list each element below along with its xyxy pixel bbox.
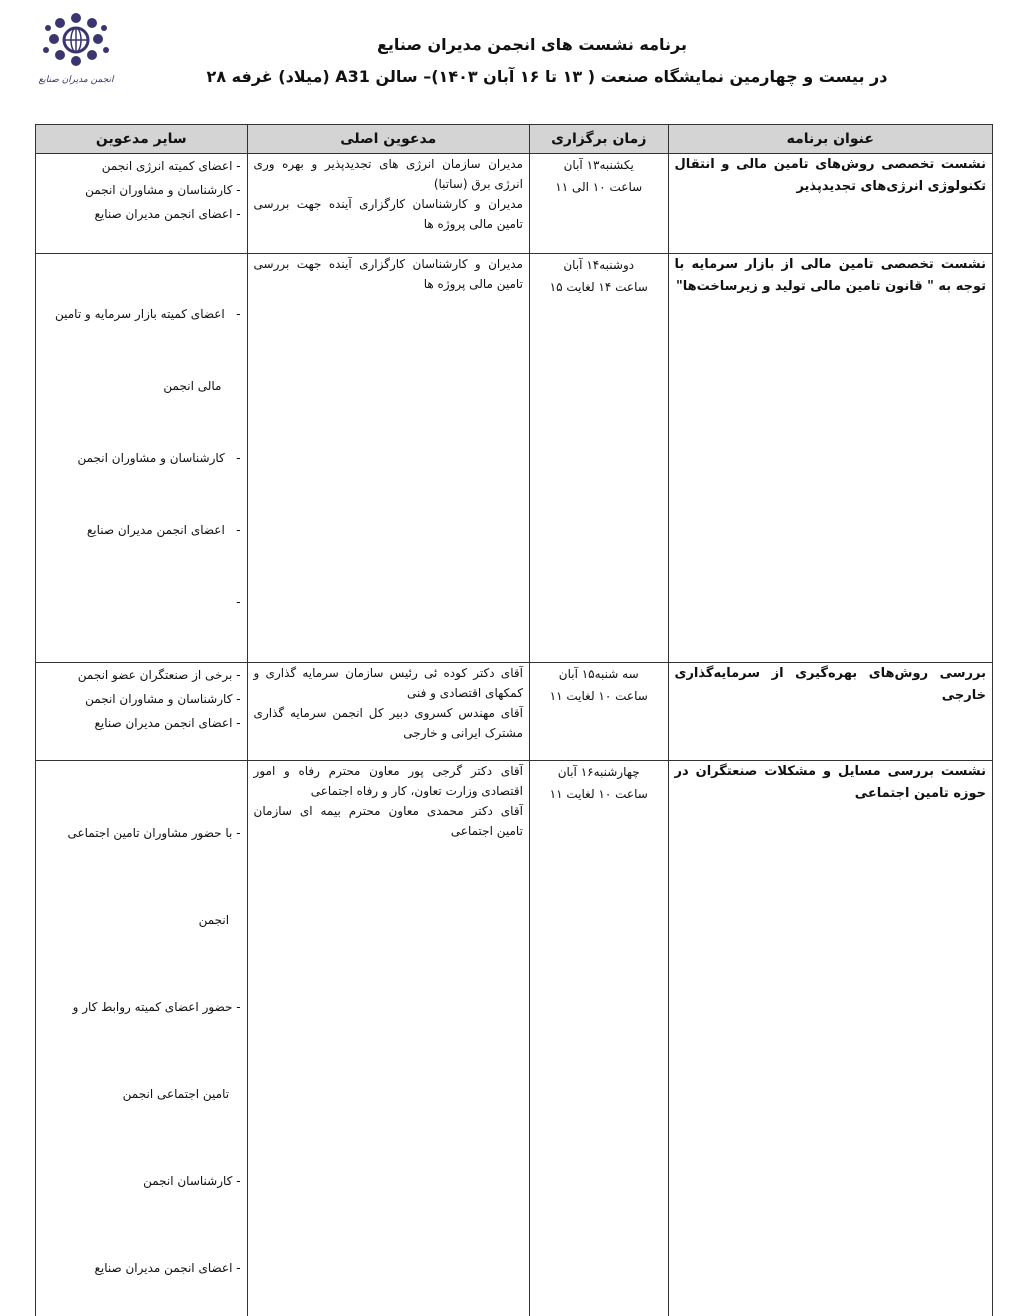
list-item: - کارشناسان انجمن: [42, 1167, 241, 1196]
list-item: - کارشناسان و مشاوران انجمن: [42, 178, 241, 202]
day-text: چهارشنبه۱۶ آبان: [536, 761, 662, 783]
list-item: - اعضای انجمن مدیران صنایع: [42, 711, 241, 735]
header-other-invitees: سایر مدعوین: [36, 125, 248, 154]
page-subtitle: در بیست و چهارمین نمایشگاه صنعت ( ۱۳ تا ۱۶ آبان ۱۴۰۳)– سالن A31 (میلاد) غرفه ۲۸: [150, 64, 944, 90]
program-title-cell: بررسی روش‌های بهره‌گیری از سرمایه‌گذاری خارجی: [668, 663, 992, 761]
invitee-text: آقای دکتر کوده ئی رئیس سازمان سرمایه گذاری و کمکهای اقتصادی و فنی: [254, 663, 523, 703]
time-cell: [529, 254, 668, 663]
program-title-cell: نشست تخصصی روش‌های تامین مالی و انتقال تکنولوژی انرژی‌های تجدیدپذیر: [668, 154, 992, 254]
hour-text: ساعت ۱۰ الی ۱۱: [536, 176, 662, 198]
header-time: زمان برگزاری: [529, 125, 668, 154]
other-invitees-cell: [36, 761, 248, 1316]
list-item: - کارشناسان و مشاوران انجمن: [42, 687, 241, 711]
table-row: [36, 761, 993, 1316]
other-invitees-cell: [36, 663, 248, 761]
page-title: برنامه نشست های انجمن مدیران صنایع: [150, 32, 914, 58]
header-main-invitees: مدعوین اصلی: [247, 125, 529, 154]
invitee-text: مدیران و کارشناسان کارگزاری آینده جهت بررسی تامین مالی پروژه ها: [254, 254, 523, 294]
program-table: [35, 124, 993, 1316]
invitee-text: آقای دکتر گرجی پور معاون محترم رفاه و امور اقتصادی وزارت تعاون، کار و رفاه اجتماعی: [254, 761, 523, 801]
list-item: - کارشناسان و مشاوران انجمن: [42, 446, 241, 470]
list-item: - اعضای کمیته انرژی انجمن: [42, 154, 241, 178]
list-item: - اعضای انجمن مدیران صنایع: [42, 518, 241, 542]
table-row: [36, 154, 993, 254]
list-item: - برخی از صنعتگران عضو انجمن: [42, 663, 241, 687]
invitee-text: آقای دکتر محمدی معاون محترم بیمه ای سازمان تامین اجتماعی: [254, 801, 523, 841]
hour-text: ساعت ۱۰ لغایت ۱۱: [536, 685, 662, 707]
time-cell: [529, 154, 668, 254]
association-logo: [30, 10, 122, 92]
header-titles: [150, 32, 884, 90]
other-invitees-cell: [36, 254, 248, 663]
hour-text: ساعت ۱۰ لغایت ۱۱: [536, 783, 662, 805]
list-item: - حضور اعضای کمیته روابط کار و: [42, 993, 241, 1022]
invitee-text: آقای مهندس کسروی دبیر کل انجمن سرمایه گذاری مشترک ایرانی و خارجی: [254, 703, 523, 743]
program-title-cell: نشست بررسی مسایل و مشکلات صنعتگران در حوزه تامین اجتماعی: [668, 761, 992, 1316]
day-text: سه شنبه۱۵ آبان: [536, 663, 662, 685]
list-item: - اعضای کمیته بازار سرمایه و تامین: [42, 302, 241, 326]
main-invitees-cell: [247, 761, 529, 1316]
list-item: تامین اجتماعی انجمن: [42, 1080, 241, 1109]
gear-globe-logo-icon: [30, 10, 122, 92]
list-item: -: [42, 590, 241, 614]
list-item: - اعضای انجمن مدیران صنایع: [42, 202, 241, 226]
table-row: [36, 663, 993, 761]
time-cell: [529, 761, 668, 1316]
list-item: مالی انجمن: [42, 374, 241, 398]
day-text: دوشنبه۱۴ آبان: [536, 254, 662, 276]
header-program-title: عنوان برنامه: [668, 125, 992, 154]
invitee-text: مدیران سازمان انرژی های تجدیدپذیر و بهره وری انرژی برق (ساتبا): [254, 154, 523, 194]
other-invitees-cell: [36, 154, 248, 254]
hour-text: ساعت ۱۴ لغایت ۱۵: [536, 276, 662, 298]
day-text: یکشنبه۱۳ آبان: [536, 154, 662, 176]
invitee-text: مدیران و کارشناسان کارگزاری آینده جهت بررسی تامین مالی پروژه ها: [254, 194, 523, 234]
svg-text:انجمن مدیران صنایع: انجمن مدیران صنایع: [38, 75, 115, 85]
list-item: - با حضور مشاوران تامین اجتماعی: [42, 819, 241, 848]
main-invitees-cell: [247, 663, 529, 761]
main-invitees-cell: [247, 254, 529, 663]
list-item: انجمن: [42, 906, 241, 935]
program-title-cell: نشست تخصصی تامین مالی از بازار سرمایه با توجه به " قانون تامین مالی تولید و زیرساخت‌ها": [668, 254, 992, 663]
table-header-row: [36, 125, 993, 154]
list-item: - اعضای انجمن مدیران صنایع: [42, 1254, 241, 1283]
table-row: [36, 254, 993, 663]
main-invitees-cell: [247, 154, 529, 254]
time-cell: [529, 663, 668, 761]
